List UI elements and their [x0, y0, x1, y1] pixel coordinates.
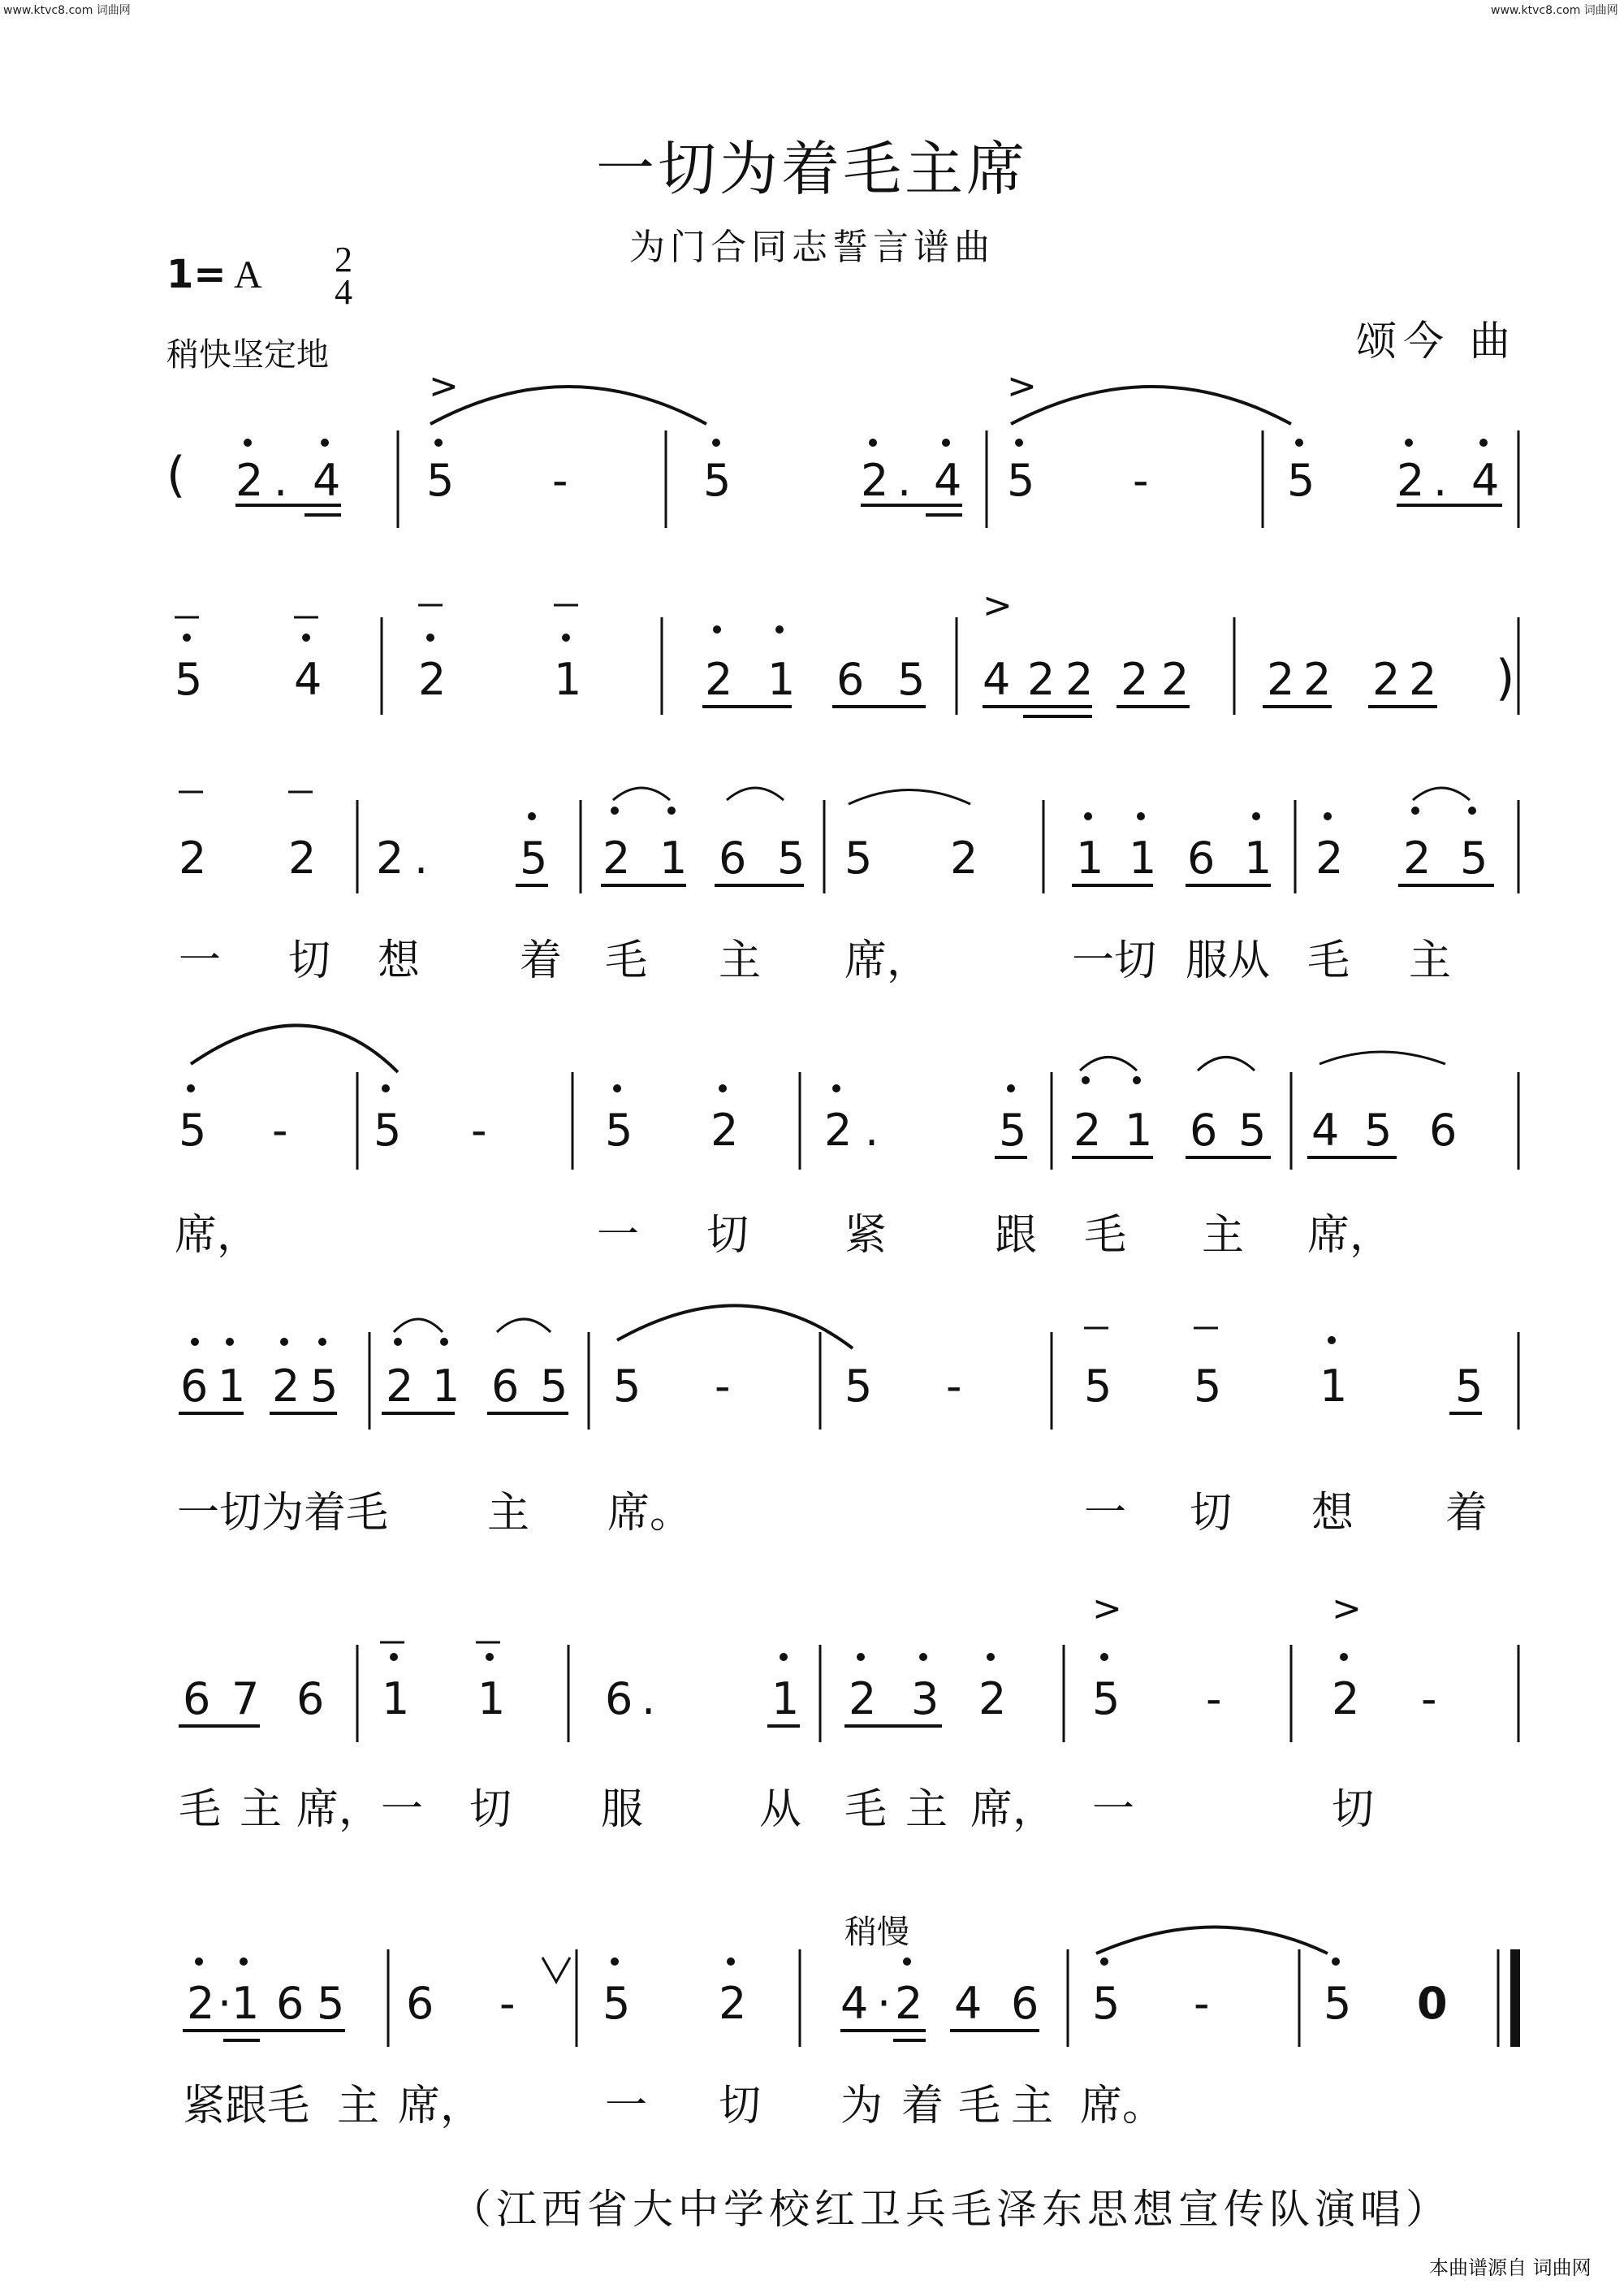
time-top: 2 [335, 240, 352, 279]
lyric: 毛 [844, 1785, 888, 1834]
svg-text:6: 6 [491, 1360, 520, 1412]
svg-text:2: 2 [1065, 654, 1094, 705]
svg-text:5: 5 [1287, 455, 1315, 506]
svg-text:-: - [499, 1978, 516, 2029]
svg-text:6: 6 [406, 1978, 434, 2029]
svg-text:1: 1 [554, 654, 582, 705]
svg-text:5: 5 [1238, 1105, 1267, 1156]
svg-text:-: - [1421, 1673, 1437, 1724]
lyric: 主 [1409, 937, 1452, 985]
svg-text:.: . [865, 1105, 879, 1156]
svg-text:6: 6 [605, 1673, 633, 1724]
song-title: 一切为着毛主席 [595, 135, 1028, 203]
svg-text:2: 2 [978, 1673, 1007, 1724]
lyric: 切 [469, 1785, 512, 1834]
lyric: 席， [175, 1211, 260, 1260]
lyric: 毛 [605, 937, 648, 985]
svg-text:2: 2 [719, 1978, 747, 2029]
svg-text:5: 5 [605, 1105, 633, 1156]
watermark-top-right: www.ktvc8.com 词曲网 [1491, 4, 1618, 17]
svg-text:-: - [946, 1360, 962, 1412]
lyric: 一 [605, 2082, 648, 2130]
svg-text:2: 2 [1073, 1105, 1102, 1156]
svg-text:.: . [414, 833, 429, 884]
performer-credit: （江西省大中学校红卫兵毛泽东思想宣传队演唱） [451, 2186, 1451, 2233]
svg-text:2: 2 [179, 833, 207, 884]
svg-text:5: 5 [777, 833, 806, 884]
key-letter: A [233, 253, 262, 296]
lyric: 主 [1202, 1211, 1245, 1260]
svg-text:2: 2 [1403, 833, 1432, 884]
svg-text:一 切 想 着 [179, 937, 1451, 985]
svg-text:·: · [218, 1978, 232, 2029]
svg-text:5: 5 [317, 1978, 345, 2029]
svg-text:2: 2 [1315, 833, 1344, 884]
svg-text:3: 3 [911, 1673, 939, 1724]
svg-text:5: 5 [374, 1105, 402, 1156]
svg-text:4: 4 [313, 455, 341, 506]
lyric: 毛 [958, 2082, 1001, 2130]
svg-text:2: 2 [418, 654, 447, 705]
lyric: 着 [901, 2082, 944, 2130]
svg-text:5: 5 [844, 1360, 873, 1412]
lyric: 紧 [844, 1211, 888, 1260]
svg-text:5: 5 [179, 1105, 207, 1156]
lyric: 席。 [1080, 2082, 1165, 2130]
svg-text:5: 5 [1084, 1360, 1112, 1412]
svg-text:4: 4 [1471, 455, 1500, 506]
watermark-top-left: www.ktvc8.com 词曲网 [3, 4, 131, 17]
composer: 颂今 曲 [1356, 318, 1517, 365]
svg-text:1: 1 [1125, 1105, 1153, 1156]
lyric: 席， [970, 1785, 1056, 1834]
svg-text:4: 4 [1311, 1105, 1340, 1156]
svg-text:1: 1 [231, 1978, 260, 2029]
lyric: 切 [719, 2082, 762, 2130]
svg-text:5: 5 [703, 455, 732, 506]
svg-text:6: 6 [836, 654, 865, 705]
svg-text:.: . [897, 455, 912, 506]
svg-text:5: 5 [540, 1360, 568, 1412]
lyric: 切 [1190, 1489, 1233, 1538]
lyric: 毛 [1084, 1211, 1127, 1260]
svg-text:6: 6 [1190, 1105, 1218, 1156]
svg-text:1: 1 [1244, 833, 1272, 884]
time-bottom: 4 [335, 272, 352, 312]
svg-text:2: 2 [288, 833, 317, 884]
svg-text:-: - [1133, 455, 1149, 506]
svg-text:-: - [715, 1360, 731, 1412]
svg-text:2: 2 [376, 833, 404, 884]
svg-text:4: 4 [934, 455, 962, 506]
svg-text:1: 1 [382, 1673, 410, 1724]
svg-text:1: 1 [218, 1360, 246, 1412]
lyric: 一切 [1072, 937, 1157, 985]
svg-text:6: 6 [1429, 1105, 1458, 1156]
svg-text:2: 2 [705, 654, 733, 705]
svg-text:.: . [641, 1673, 656, 1724]
svg-text:一切为着毛 主 席。 一 [177, 1489, 1488, 1538]
svg-text:6: 6 [719, 833, 747, 884]
lyric: 席， [398, 2082, 483, 2130]
lyric: 一 [1084, 1489, 1127, 1538]
tempo-marking: 稍快坚定地 [166, 336, 329, 374]
svg-text:2: 2 [950, 833, 978, 884]
svg-text:5: 5 [1455, 1360, 1484, 1412]
svg-text:1: 1 [432, 1360, 460, 1412]
svg-text:2: 2 [187, 1978, 215, 2029]
svg-text:2: 2 [710, 1105, 739, 1156]
lyric: 毛 [1307, 937, 1350, 985]
svg-text:5: 5 [603, 1978, 631, 2029]
svg-text:6: 6 [183, 1673, 211, 1724]
lyric: 主 [337, 2082, 380, 2130]
lyric: 想 [1311, 1489, 1354, 1538]
lyric: 席， [844, 937, 930, 985]
svg-text:4: 4 [983, 654, 1011, 705]
lyric: 主 [487, 1489, 530, 1538]
lyric: 切 [288, 937, 331, 985]
lyric: 主 [719, 937, 762, 985]
svg-text:毛 主 席，一 切 [179, 1785, 1374, 1834]
svg-text:5: 5 [520, 833, 548, 884]
lyric: 席，一 [296, 1785, 424, 1834]
lyric: 为 [840, 2082, 883, 2130]
svg-text:1: 1 [659, 833, 688, 884]
lyric: 一切为着毛 [177, 1489, 389, 1538]
svg-text:6: 6 [1187, 833, 1216, 884]
svg-text:5: 5 [897, 654, 926, 705]
lyric: 切 [1332, 1785, 1375, 1834]
svg-text:-: - [1206, 1673, 1222, 1724]
svg-text:2: 2 [1027, 654, 1056, 705]
svg-text:5: 5 [310, 1360, 339, 1412]
svg-text:1: 1 [1129, 833, 1157, 884]
svg-text:2: 2 [1372, 654, 1401, 705]
svg-text:2: 2 [603, 833, 631, 884]
svg-text:>: > [429, 366, 459, 407]
lyric: 着 [1445, 1489, 1488, 1538]
svg-text:6: 6 [180, 1360, 209, 1412]
svg-text:4: 4 [840, 1978, 869, 2029]
svg-text:2: 2 [1267, 654, 1295, 705]
svg-text:>: > [1092, 1588, 1122, 1629]
lyric: 服 [601, 1785, 644, 1834]
svg-text:5: 5 [1324, 1978, 1352, 2029]
svg-text:2: 2 [272, 1360, 300, 1412]
svg-text:2: 2 [861, 455, 889, 506]
svg-text:2: 2 [849, 1673, 877, 1724]
lyric: 紧跟毛 [183, 2082, 310, 2130]
lyric: 切 [706, 1211, 749, 1260]
svg-text:5: 5 [426, 455, 455, 506]
svg-text:5: 5 [999, 1105, 1027, 1156]
svg-text:2: 2 [1332, 1673, 1360, 1724]
lyric: 想 [378, 937, 421, 985]
svg-text:2: 2 [824, 1105, 853, 1156]
svg-text:1: 1 [1320, 1360, 1348, 1412]
tempo-change: 稍慢 [844, 1914, 909, 1951]
svg-text:·: · [877, 1978, 892, 2029]
svg-text:.: . [1433, 455, 1448, 506]
svg-text:2: 2 [235, 455, 264, 506]
svg-text:-: - [471, 1105, 487, 1156]
svg-text:4: 4 [294, 654, 322, 705]
svg-text:6: 6 [1011, 1978, 1039, 2029]
svg-text:7: 7 [231, 1673, 260, 1724]
svg-text:2: 2 [1397, 455, 1425, 506]
svg-text:5: 5 [613, 1360, 641, 1412]
svg-text:5: 5 [844, 833, 873, 884]
lyric: 一 [1092, 1785, 1135, 1834]
lyric: 主 [240, 1785, 283, 1834]
svg-text:6: 6 [296, 1673, 325, 1724]
svg-text:): ) [1496, 650, 1515, 707]
svg-text:2: 2 [1409, 654, 1437, 705]
svg-text:(: ( [166, 447, 186, 504]
svg-text:5: 5 [1092, 1673, 1121, 1724]
svg-text:2: 2 [386, 1360, 414, 1412]
svg-text:5: 5 [1460, 833, 1488, 884]
svg-text:5: 5 [1194, 1360, 1222, 1412]
key-prefix: 1= [166, 252, 227, 297]
svg-text:-: - [1194, 1978, 1210, 2029]
svg-text:2: 2 [895, 1978, 923, 2029]
svg-text:-: - [552, 455, 568, 506]
svg-text:1: 1 [767, 654, 796, 705]
lyric: 着 [520, 937, 563, 985]
svg-text:2: 2 [1121, 654, 1149, 705]
svg-text:4: 4 [954, 1978, 983, 2029]
svg-text:5: 5 [1364, 1105, 1393, 1156]
svg-text:>: > [1332, 1588, 1362, 1629]
svg-text:0: 0 [1417, 1978, 1448, 2029]
svg-text:1: 1 [477, 1673, 506, 1724]
svg-text:5: 5 [1092, 1978, 1121, 2029]
svg-text:>: > [1007, 366, 1037, 407]
lyric: 席。 [607, 1489, 693, 1538]
svg-text:-: - [272, 1105, 288, 1156]
lyric: 毛 [179, 1785, 222, 1834]
svg-text:2: 2 [1303, 654, 1332, 705]
svg-text:>: > [983, 585, 1013, 626]
lyric: 一 [179, 937, 222, 985]
svg-text:席， 一 切 紧 [175, 1211, 1392, 1260]
lyric: 从 [759, 1785, 802, 1834]
lyric: 服从 [1186, 937, 1271, 985]
svg-text:5: 5 [1007, 455, 1035, 506]
lyric: 一 [597, 1211, 640, 1260]
svg-text:5: 5 [175, 654, 203, 705]
svg-text:.: . [274, 455, 288, 506]
lyric: 主 [1011, 2082, 1054, 2130]
song-subtitle: 为门合同志誓言谱曲 [629, 227, 995, 268]
svg-text:6: 6 [276, 1978, 304, 2029]
watermark-bottom: 本曲谱源自 词曲网 [1429, 2256, 1592, 2279]
svg-text:紧跟毛 主 席， 一 [183, 2082, 1164, 2130]
lyric: 席， [1307, 1211, 1393, 1260]
lyric: 主 [905, 1785, 948, 1834]
svg-text:2: 2 [1161, 654, 1190, 705]
svg-text:1: 1 [771, 1673, 800, 1724]
lyric: 跟 [995, 1211, 1038, 1260]
svg-text:1: 1 [1076, 833, 1104, 884]
